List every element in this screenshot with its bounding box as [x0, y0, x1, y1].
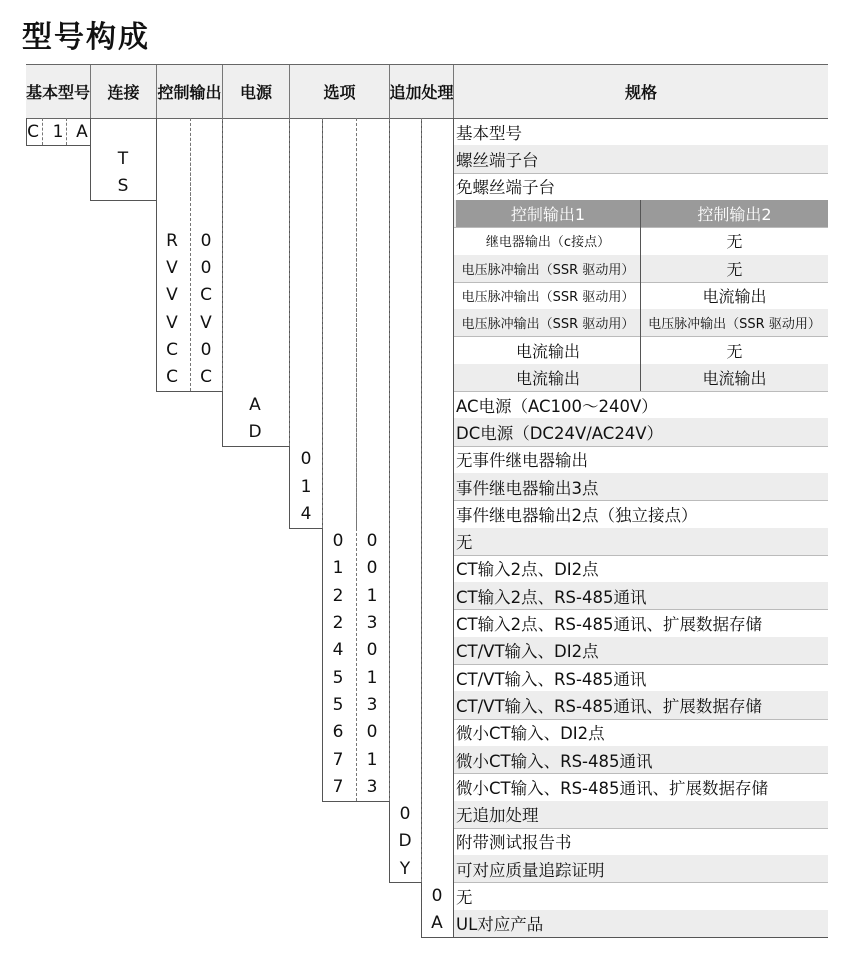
code-char: R [166, 230, 178, 251]
output2-text: 电流输出 [702, 286, 767, 306]
code-char: A [249, 394, 261, 415]
spec-text: 附带测试报告书 [456, 833, 572, 853]
table-bottom [421, 937, 828, 938]
spec-text: 微小CT输入、RS-485通讯、扩展数据存储 [456, 778, 768, 798]
code-char: S [117, 176, 129, 197]
header-power: 电源 [222, 65, 289, 118]
spec-left-border [453, 118, 454, 937]
header-options: 选项 [289, 65, 389, 118]
code-char: 3 [366, 613, 378, 634]
spec-text: 无 [456, 533, 473, 553]
code-char: 3 [366, 776, 378, 797]
code-char: 1 [366, 585, 378, 606]
code-col-bottom [289, 528, 322, 529]
guide-dash [289, 118, 290, 446]
output2-text: 电流输出 [702, 368, 767, 388]
spec-text: 可对应质量追踪证明 [456, 860, 605, 880]
code-col-left [26, 118, 27, 145]
code-char: D [398, 831, 412, 852]
spec-text: 基本型号 [456, 123, 522, 143]
table-header [26, 64, 828, 119]
code-char: 0 [431, 886, 443, 907]
guide-dash [356, 118, 357, 528]
code-char: 4 [300, 503, 312, 524]
row-shade [454, 528, 828, 555]
spec-text: 无追加处理 [456, 806, 539, 826]
spec-text: 无事件继电器输出 [456, 451, 588, 471]
output1-text: 电流输出 [515, 368, 580, 388]
code-char: 1 [366, 749, 378, 770]
guide-dash [421, 118, 422, 882]
code-char: 4 [332, 640, 344, 661]
spec-text: 螺丝端子台 [456, 150, 539, 170]
code-char: 0 [399, 804, 411, 825]
row-divider [454, 882, 828, 883]
code-col-bottom [222, 446, 289, 447]
spec-text: 微小CT输入、RS-485通讯 [456, 751, 653, 771]
code-char: V [166, 285, 178, 306]
code-char: A [431, 913, 443, 934]
code-char: 5 [332, 694, 344, 715]
header-spec: 规格 [453, 65, 828, 118]
output1-text: 电流输出 [515, 341, 580, 361]
code-char: 1 [332, 558, 344, 579]
code-char: 0 [366, 722, 378, 743]
code-char: 0 [366, 640, 378, 661]
spec-text: 微小CT输入、DI2点 [456, 724, 605, 744]
code-char: 1 [300, 476, 312, 497]
header-additional-processing: 追加处理 [389, 65, 453, 118]
subhead-output2: 控制输出2 [641, 200, 828, 227]
code-char: C [200, 367, 212, 388]
spec-text: 事件继电器输出2点（独立接点） [456, 505, 698, 525]
spec-text: AC电源（AC100～240V） [456, 396, 658, 416]
code-char: 6 [332, 722, 344, 743]
code-col-bottom [421, 937, 454, 938]
header-basic-model: 基本型号 [26, 83, 91, 102]
output1-text: 电压脉冲输出（SSR 驱动用） [461, 262, 635, 278]
code-char: V [166, 258, 178, 279]
code-char: 7 [332, 749, 344, 770]
code-col-left [90, 118, 91, 200]
page-title: 型号构成 [22, 20, 150, 55]
code-col-bottom [322, 801, 389, 802]
guide-dash [222, 118, 223, 391]
code-char: C [166, 340, 178, 361]
code-col-dash [42, 118, 43, 145]
code-char: 1 [366, 667, 378, 688]
code-char: 2 [332, 613, 344, 634]
code-col-bottom [26, 145, 90, 146]
code-char: V [166, 312, 178, 333]
spec-text: CT输入2点、DI2点 [456, 560, 599, 580]
code-char: 0 [200, 340, 212, 361]
code-char: 0 [300, 449, 312, 470]
code-char: 3 [366, 694, 378, 715]
code-char: 7 [332, 776, 344, 797]
output1-text: 电压脉冲输出（SSR 驱动用） [461, 317, 635, 333]
spec-text: 无 [456, 888, 473, 908]
code-col-dash [66, 118, 67, 145]
code-char: A [76, 121, 88, 142]
code-char: C [166, 367, 178, 388]
code-char: Y [399, 858, 411, 879]
spec-text: DC电源（DC24V/AC24V） [456, 423, 664, 443]
output2-text: 无 [726, 232, 743, 252]
code-char: C [200, 285, 212, 306]
code-col-bottom [389, 882, 421, 883]
guide-dash [389, 118, 390, 801]
code-char: D [248, 421, 262, 442]
spec-text: 免螺丝端子台 [456, 178, 555, 198]
code-char: 0 [366, 558, 378, 579]
code-char: 1 [52, 121, 64, 142]
spec-text: UL对应产品 [456, 915, 544, 935]
output1-text: 电压脉冲输出（SSR 驱动用） [461, 289, 635, 305]
code-char: 0 [366, 531, 378, 552]
code-char: 0 [332, 531, 344, 552]
output2-text: 无 [726, 259, 743, 279]
output2-text: 电压脉冲输出（SSR 驱动用） [648, 317, 821, 333]
guide-dash [322, 118, 323, 528]
code-char: C [27, 121, 39, 142]
header-control-output: 控制输出 [156, 65, 222, 118]
code-char: 0 [200, 230, 212, 251]
output2-text: 无 [726, 341, 743, 361]
output1-text: 继电器输出（c接点） [485, 235, 611, 251]
guide-dash [190, 118, 191, 200]
code-col-bottom [156, 391, 222, 392]
code-char: T [117, 148, 129, 169]
code-col-left [156, 118, 157, 391]
sub-divider [640, 200, 641, 391]
header-connection: 连接 [90, 65, 156, 118]
spec-text: CT/VT输入、RS-485通讯、扩展数据存储 [456, 696, 762, 716]
spec-text: CT/VT输入、DI2点 [456, 642, 599, 662]
code-char: 5 [332, 667, 344, 688]
code-char: V [200, 312, 212, 333]
code-col-bottom [90, 200, 156, 201]
spec-text: 事件继电器输出3点 [456, 478, 599, 498]
spec-text: CT/VT输入、RS-485通讯 [456, 669, 647, 689]
spec-text: CT输入2点、RS-485通讯、扩展数据存储 [456, 615, 762, 635]
code-char: 2 [332, 585, 344, 606]
spec-text: CT输入2点、RS-485通讯 [456, 587, 647, 607]
code-char: 0 [200, 258, 212, 279]
subhead-output1: 控制输出1 [456, 200, 640, 227]
